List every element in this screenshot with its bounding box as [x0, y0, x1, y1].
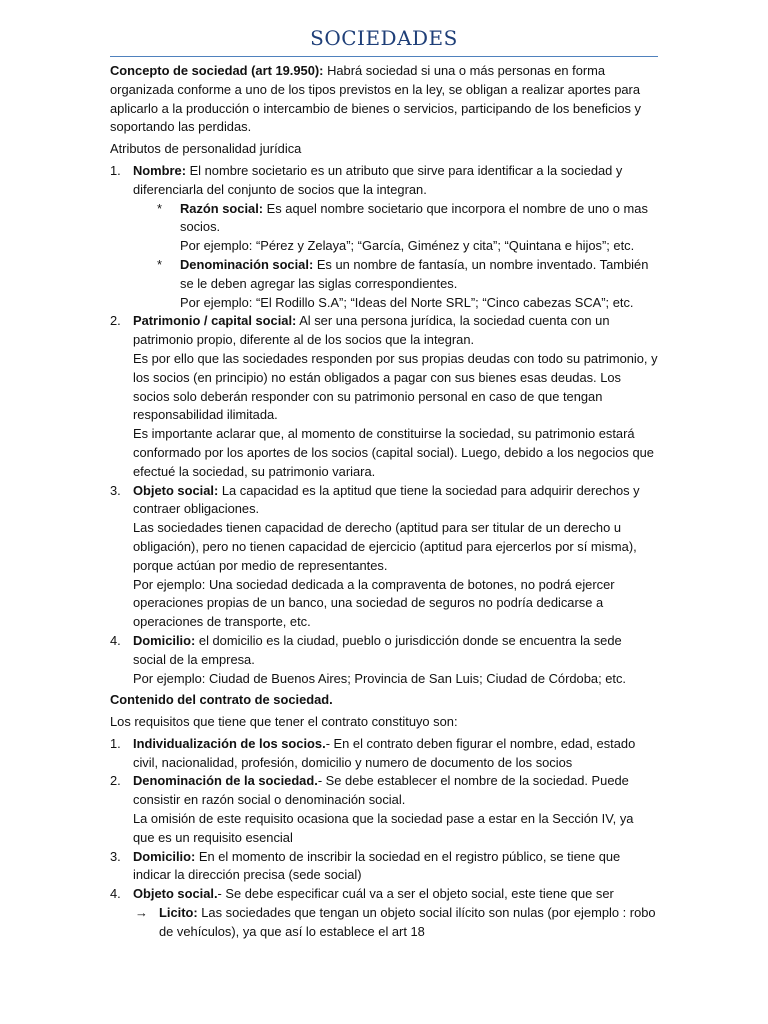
asterisk-bullet: *: [157, 256, 163, 272]
item-number: 4.: [110, 886, 121, 902]
item-text: - Se debe especificar cuál va a ser el objeto social, este tiene que ser: [217, 886, 614, 902]
asterisk-bullet: *: [157, 200, 163, 216]
subitem-denominacion-social: [110, 256, 658, 312]
document-body: [110, 62, 658, 942]
subitem-label: Razón social:: [180, 200, 264, 216]
title-underline: [110, 56, 658, 57]
subitem-razon-social: [110, 200, 658, 256]
subitem-example: Por ejemplo: “Pérez y Zelaya”; “García, Giménez y cita”; “Quintana e hijos”; etc.: [180, 238, 635, 254]
item-number: 3.: [110, 848, 121, 864]
requisito-item-socios: [110, 735, 658, 773]
concepto-text: Habrá sociedad si una o más personas en forma organizada conforme a uno de los tipos previstos en la ley, se obligan a realizar aportes para aplicarlo a la producción o intercambio de bienes o servicios, participando de los beneficios y soportando las perdidas.: [110, 63, 641, 135]
item-label: Denominación de la sociedad.: [133, 773, 318, 789]
item-label: Patrimonio / capital social:: [133, 313, 297, 329]
concepto-heading: Concepto de sociedad (art 19.950):: [110, 63, 324, 78]
atributo-item-domicilio: [110, 632, 658, 688]
subitem-text: Es un nombre de fantasía, un nombre inventado. También se le deben agregar las siglas correspondientes.: [180, 256, 649, 291]
item-text: La capacidad es la aptitud que tiene la sociedad para adquirir derechos y contraer obligaciones.: [133, 482, 640, 517]
item-label: Nombre:: [133, 162, 186, 178]
item-label: Individualización de los socios.: [133, 735, 326, 751]
item-paragraph: Es importante aclarar que, al momento de constituirse la sociedad, su patrimonio estará conformado por los aportes de los socios (capital social). Luego, debido a los negocios que efectué la sociedad, su patrimonio variara.: [133, 426, 654, 479]
item-number: 2.: [110, 773, 121, 789]
contenido-heading: [110, 691, 658, 710]
item-text: En el momento de inscribir la sociedad en el registro público, se tiene que indicar la dirección precisa (sede social): [133, 848, 621, 883]
subitem-example: Por ejemplo: “El Rodillo S.A”; “Ideas del Norte SRL”; “Cinco cabezas SCA”; etc.: [180, 294, 634, 310]
item-text: Al ser una persona jurídica, la sociedad cuenta con un patrimonio propio, diferente al de los socios que la integran.: [133, 313, 610, 348]
item-text: - En el contrato deben figurar el nombre, edad, estado civil, nacionalidad, profesión, domicilio y numero de documento de los socios: [133, 735, 636, 770]
item-label: Domicilio:: [133, 632, 196, 648]
concepto-paragraph: [110, 62, 658, 137]
item-label: Domicilio:: [133, 848, 196, 864]
subitem-label: Licito:: [159, 905, 198, 921]
requisito-item-domicilio: [110, 848, 658, 886]
atributo-item-nombre: [110, 162, 658, 200]
subitem-label: Denominación social:: [180, 256, 314, 272]
item-paragraph: La omisión de este requisito ocasiona que la sociedad pase a estar en la Sección IV, ya que es un requisito esencial: [133, 811, 634, 845]
page-title: SOCIEDADES: [310, 26, 458, 50]
item-paragraph: Por ejemplo: Una sociedad dedicada a la compraventa de botones, no podrá ejercer operaciones propias de un banco, una sociedad de seguros no podría dedicarse a operaciones de transporte, etc.: [133, 576, 615, 630]
atributo-item-objeto-social: [110, 482, 658, 632]
item-label: Objeto social.: [133, 886, 218, 902]
item-text: el domicilio es la ciudad, pueblo o jurisdicción donde se encuentra la sede social de la empresa.: [133, 632, 622, 667]
arrow-right-icon: →: [135, 905, 148, 921]
requisito-item-denominacion: [110, 772, 658, 847]
contenido-heading-text: Contenido del contrato de sociedad.: [110, 692, 333, 708]
requisito-item-objeto-social: [110, 885, 658, 904]
item-paragraph: Es por ello que las sociedades responden por sus propias deudas con todo su patrimonio, y los socios (en principio) no están obligados a pagar con sus bienes esas deudas. Los socios solo deberán responder con su patrimonio personal en caso de que tengan responsabilidad ilimitada.: [133, 350, 658, 423]
subitem-licito: [110, 904, 658, 942]
atributo-item-patrimonio: [110, 312, 658, 481]
item-paragraph: Por ejemplo: Ciudad de Buenos Aires; Provincia de San Luis; Ciudad de Córdoba; etc.: [133, 670, 627, 686]
subitem-text: Es aquel nombre societario que incorpora el nombre de uno o mas socios.: [180, 200, 648, 235]
item-number: 3.: [110, 482, 121, 498]
item-text: El nombre societario es un atributo que sirve para identificar a la sociedad y diferenciarla del conjunto de socios que la integran.: [133, 162, 623, 197]
item-number: 4.: [110, 632, 121, 648]
contenido-intro: Los requisitos que tiene que tener el contrato constituyo son:: [110, 714, 458, 730]
item-number: 2.: [110, 313, 121, 329]
item-label: Objeto social:: [133, 482, 219, 498]
item-number: 1.: [110, 735, 121, 751]
item-paragraph: Las sociedades tienen capacidad de derecho (aptitud para ser titular de un derecho u obligación), pero no tienen capacidad de ejercicio (aptitud para ejercerlos por sí misma), porque actúan por medio de representantes.: [133, 520, 637, 573]
subitem-text: Las sociedades que tengan un objeto social ilícito son nulas (por ejemplo : robo de vehículos), ya que así lo establece el art 18: [159, 905, 656, 939]
item-text: - Se debe establecer el nombre de la sociedad. Puede consistir en razón social o denominación social.: [133, 773, 629, 808]
atributos-heading: Atributos de personalidad jurídica: [110, 141, 302, 157]
item-number: 1.: [110, 162, 121, 178]
